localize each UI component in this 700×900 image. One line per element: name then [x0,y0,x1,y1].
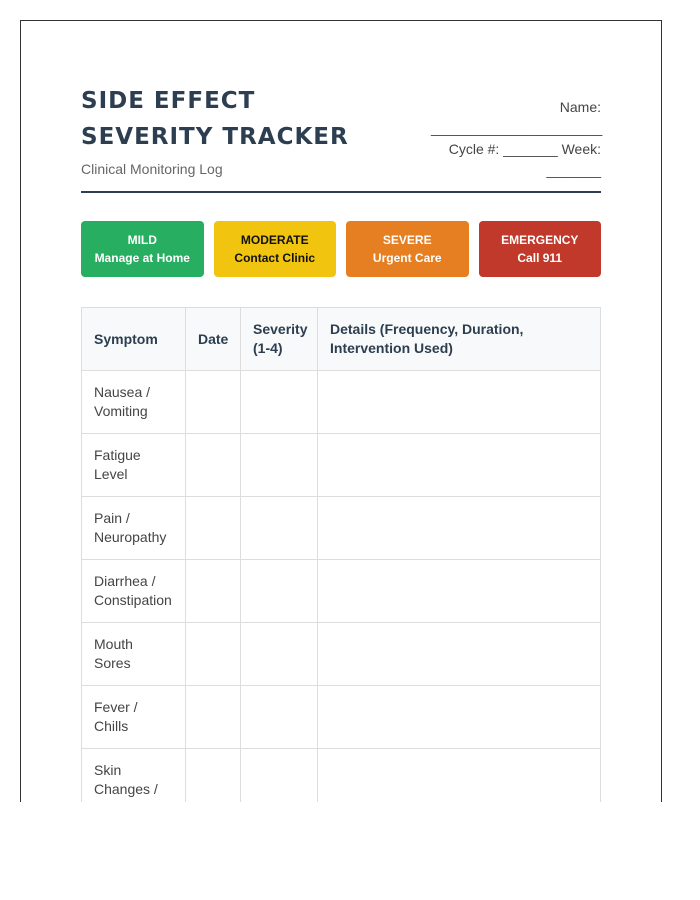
details-cell[interactable] [318,749,601,803]
table-row [82,686,601,749]
symptom-tracker-table [81,307,601,802]
legend-mild-action: Manage at Home [94,251,190,265]
header-date: Date [186,308,241,371]
symptom-cell: Fever / Chills [82,686,186,749]
header-symptom: Symptom [82,308,186,371]
symptom-cell: Pain / Neuropathy [82,497,186,560]
name-label: Name: [559,99,601,115]
details-cell[interactable] [318,623,601,686]
symptom-cell: Nausea / Vomiting [82,371,186,434]
table-row [82,560,601,623]
header-details: Details (Frequency, Duration, Intervention Used) [318,308,601,371]
legend-moderate-level: MODERATE [240,233,309,247]
date-cell[interactable] [186,371,241,434]
legend-emergency [479,221,602,277]
date-cell[interactable] [186,497,241,560]
date-cell[interactable] [186,686,241,749]
details-cell[interactable] [318,371,601,434]
name-field[interactable]: ______________________ [431,120,603,136]
details-cell[interactable] [318,686,601,749]
symptom-cell: Fatigue Level [82,434,186,497]
legend-mild-level: MILD [127,233,157,247]
details-cell[interactable] [318,497,601,560]
table-row [82,623,601,686]
patient-info [431,97,601,181]
severity-cell[interactable] [241,560,318,623]
severity-cell[interactable] [241,434,318,497]
legend-moderate [214,221,337,277]
symptom-cell: Skin Changes / [82,749,186,803]
date-cell[interactable] [186,434,241,497]
date-cell[interactable] [186,623,241,686]
table-row [82,497,601,560]
header-severity: Severity (1-4) [241,308,318,371]
table-row [82,371,601,434]
legend-severe-action: Urgent Care [372,251,442,265]
details-cell[interactable] [318,560,601,623]
severity-cell[interactable] [241,371,318,434]
severity-legend [81,221,601,277]
symptom-cell: Mouth Sores [82,623,186,686]
legend-emergency-level: EMERGENCY [501,233,579,247]
page-subtitle: Clinical Monitoring Log [81,161,223,177]
legend-mild [81,221,204,277]
table-row [82,749,601,803]
date-cell[interactable] [186,749,241,803]
symptom-cell: Diarrhea / Constipation [82,560,186,623]
page-viewport [20,20,662,802]
tracker-page [20,20,662,802]
severity-cell[interactable] [241,497,318,560]
legend-severe-level: SEVERE [382,233,432,247]
details-cell[interactable] [318,434,601,497]
table-header-row [82,308,601,371]
severity-cell[interactable] [241,749,318,803]
page-title: SIDE EFFECT SEVERITY TRACKER [81,88,349,150]
cycle-week-field[interactable]: Cycle #: _______ Week: [448,141,601,157]
severity-cell[interactable] [241,623,318,686]
document-header [81,81,601,193]
table-row [82,434,601,497]
date-cell[interactable] [186,560,241,623]
legend-emergency-action: Call 911 [517,251,563,265]
legend-severe [346,221,469,277]
week-field[interactable]: _______ [546,162,601,178]
legend-moderate-action: Contact Clinic [234,251,316,265]
severity-cell[interactable] [241,686,318,749]
